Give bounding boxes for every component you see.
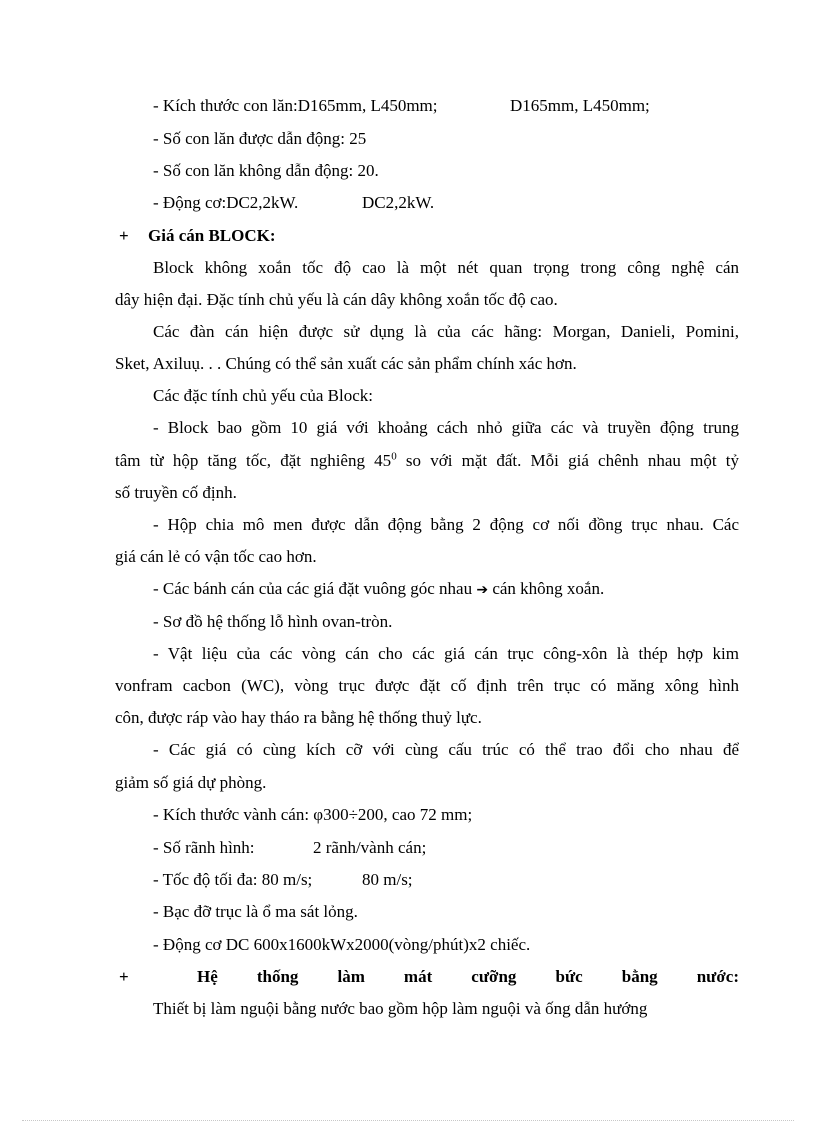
feature1-degree: 0 (391, 450, 397, 463)
cooling-bullet: + (119, 967, 129, 986)
feature3-post: cán không xoắn. (492, 579, 605, 598)
spec-grooves-value: 2 rãnh/vành cán; (313, 838, 427, 857)
block-p3: Các đặc tính chủ yếu của Block: (153, 386, 373, 405)
spec-roll-size-text: - Kích thước con lăn:D165mm, L450mm; (153, 96, 438, 115)
block-p1-line2: dây hiện đại. Đặc tính chủ yếu là cán dây không xoắn tốc độ cao. (115, 290, 558, 309)
page-bottom-divider (22, 1120, 794, 1121)
block-bullet: + (119, 226, 129, 245)
feature5-line1: - Vật liệu của các vòng cán cho các giá cán trục công-xôn là thép hợp kim (153, 644, 739, 663)
block-heading: Giá cán BLOCK: (148, 226, 276, 245)
feature1-line3: số truyền cố định. (115, 483, 237, 502)
feature3-pre: - Các bánh cán của các giá đặt vuông góc nhau (153, 579, 473, 598)
spec-undriven-rolls: - Số con lăn không dẫn động: 20. (153, 161, 379, 180)
feature5-line2: vonfram cacbon (WC), vòng trục được đặt cố định trên trục có măng xông hình (115, 676, 739, 695)
feature6-line2: giảm số giá dự phòng. (115, 773, 267, 792)
cooling-p1: Thiết bị làm nguội bằng nước bao gồm hộp làm nguội và ống dẫn hướng (153, 999, 648, 1018)
feature6-line1: - Các giá có cùng kích cỡ với cùng cấu trúc có thể trao đổi cho nhau để (153, 740, 739, 759)
block-p1-line1: Block không xoắn tốc độ cao là một nét quan trọng trong công nghệ cán (153, 258, 739, 277)
spec-driven-rolls: - Số con lăn được dẫn động: 25 (153, 129, 367, 148)
spec-motor: - Động cơ:DC2,2kW. (153, 193, 299, 212)
feature4: - Sơ đồ hệ thống lỗ hình ovan-tròn. (153, 612, 393, 631)
spec-motor-dc: - Động cơ DC 600x1600kWx2000(vòng/phút)x2 chiếc. (153, 935, 531, 954)
spec-grooves: - Số rãnh hình: (153, 838, 255, 857)
block-p2-line1: Các đàn cán hiện được sử dụng là của các hãng: Morgan, Danieli, Pomini, (153, 322, 739, 341)
feature2-line1: - Hộp chia mô men được dẫn động bằng 2 động cơ nối đồng trục nhau. Các (153, 515, 739, 534)
feature1-line2 (115, 451, 739, 471)
block-p2-line2: Sket, Axiluụ. . . Chúng có thể sản xuất các sản phẩm chính xác hơn. (115, 354, 577, 373)
spec-roll-size (153, 96, 438, 116)
spec-bearing: - Bạc đỡ trục là ổ ma sát lỏng. (153, 902, 358, 921)
feature3 (153, 579, 604, 600)
spec-max-speed: - Tốc độ tối đa: 80 m/s; (153, 870, 313, 889)
feature2-line2: giá cán lẻ có vận tốc cao hơn. (115, 547, 317, 566)
cooling-heading: Hệ thống làm mát cưỡng bức bằng nước: (197, 967, 739, 986)
spec-roll-size-repeat: D165mm, L450mm; (510, 96, 650, 115)
feature1-line2-pre: tâm từ hộp tăng tốc, đặt nghiêng 45 (115, 451, 392, 470)
spec-motor-repeat: DC2,2kW. (362, 193, 435, 212)
arrow-right-icon: ➔ (476, 582, 489, 598)
feature1-line1: - Block bao gồm 10 giá với khoảng cách nhỏ giữa các và truyền động trung (153, 418, 739, 437)
spec-max-speed-repeat: 80 m/s; (362, 870, 413, 889)
feature5-line3: côn, được ráp vào hay tháo ra bằng hệ thống thuỷ lực. (115, 708, 482, 727)
spec-rim-size: - Kích thước vành cán: φ300÷200, cao 72 mm; (153, 805, 473, 824)
feature1-line2-post: so với mặt đất. Mỗi giá chênh nhau một tỷ (396, 451, 739, 470)
